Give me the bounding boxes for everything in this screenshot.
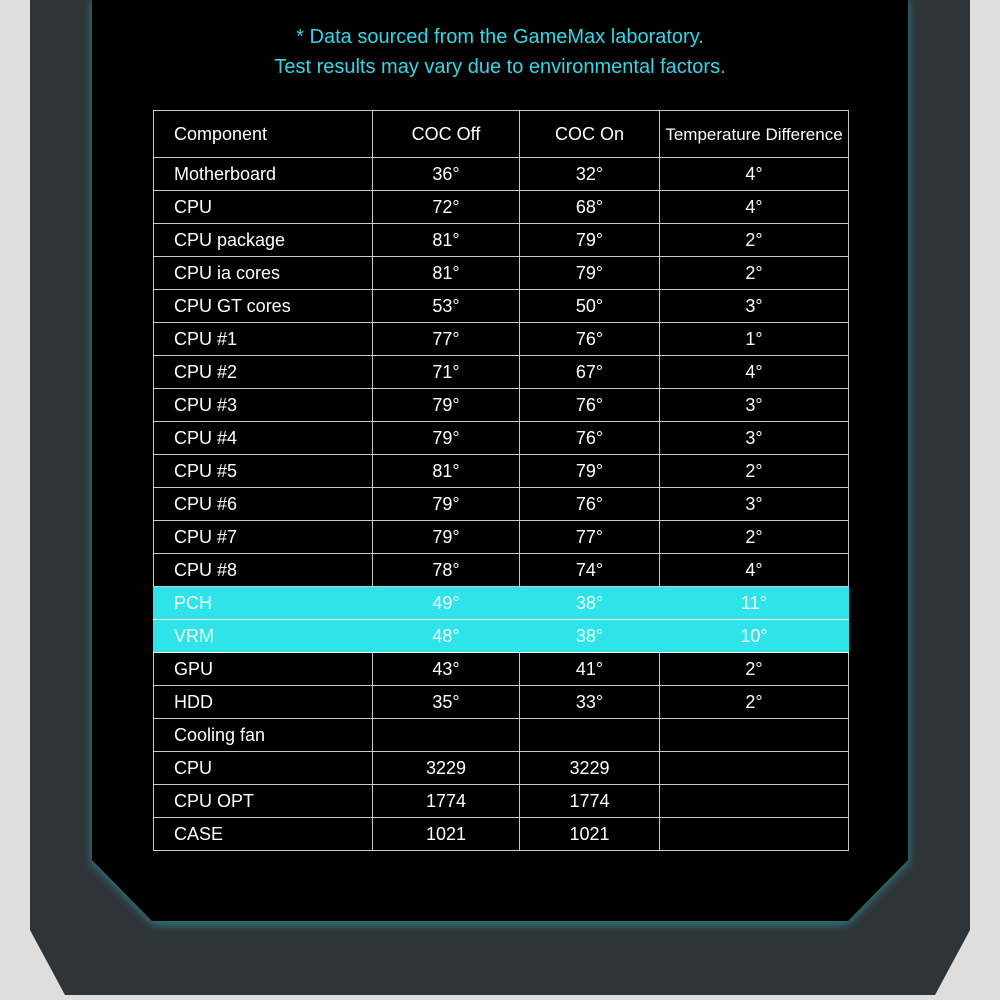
cell-component: CPU #7 xyxy=(154,521,373,554)
cell-temperature-difference: 4° xyxy=(660,191,849,224)
table-row xyxy=(154,752,849,785)
cell-coc-off: 81° xyxy=(373,455,520,488)
cell-coc-off: 77° xyxy=(373,323,520,356)
table-row xyxy=(154,455,849,488)
cell-component: PCH xyxy=(154,587,373,620)
cell-temperature-difference: 2° xyxy=(660,455,849,488)
note-line-2: Test results may vary due to environmental factors. xyxy=(274,56,726,78)
cell-temperature-difference: 2° xyxy=(660,224,849,257)
cell-temperature-difference: 2° xyxy=(660,653,849,686)
table-header-row xyxy=(154,111,849,158)
cell-temperature-difference: 4° xyxy=(660,158,849,191)
cell-coc-on: 32° xyxy=(520,158,660,191)
cell-coc-on: 76° xyxy=(520,389,660,422)
cell-component: CPU OPT xyxy=(154,785,373,818)
cell-component: CPU package xyxy=(154,224,373,257)
cell-coc-off: 78° xyxy=(373,554,520,587)
cell-coc-on: 76° xyxy=(520,488,660,521)
table-row xyxy=(154,620,849,653)
table-row xyxy=(154,818,849,851)
cell-coc-on: 3229 xyxy=(520,752,660,785)
cell-coc-on: 1774 xyxy=(520,785,660,818)
header-temperature-difference: Temperature Difference xyxy=(660,111,849,158)
table-row xyxy=(154,785,849,818)
note-line-1: * Data sourced from the GameMax laboratory. xyxy=(296,26,704,48)
data-source-note xyxy=(0,22,1000,82)
cell-component: VRM xyxy=(154,620,373,653)
cell-coc-off: 79° xyxy=(373,488,520,521)
cell-coc-on: 76° xyxy=(520,422,660,455)
cell-temperature-difference: 3° xyxy=(660,389,849,422)
table-row xyxy=(154,389,849,422)
cell-component: CPU #8 xyxy=(154,554,373,587)
cell-temperature-difference: 2° xyxy=(660,257,849,290)
cell-coc-off: 36° xyxy=(373,158,520,191)
cell-component: GPU xyxy=(154,653,373,686)
cell-component: CPU #4 xyxy=(154,422,373,455)
table-row xyxy=(154,488,849,521)
cell-coc-off: 49° xyxy=(373,587,520,620)
cell-coc-on: 38° xyxy=(520,587,660,620)
cell-temperature-difference: 3° xyxy=(660,488,849,521)
cell-coc-off: 1021 xyxy=(373,818,520,851)
cell-coc-on: 68° xyxy=(520,191,660,224)
cell-component: CPU #2 xyxy=(154,356,373,389)
cell-component: CPU xyxy=(154,752,373,785)
cell-temperature-difference: 1° xyxy=(660,323,849,356)
cell-coc-on: 50° xyxy=(520,290,660,323)
table-row xyxy=(154,323,849,356)
cell-temperature-difference: 2° xyxy=(660,686,849,719)
temperature-table xyxy=(153,110,849,851)
cell-component: CPU xyxy=(154,191,373,224)
cell-temperature-difference: 4° xyxy=(660,356,849,389)
table-row xyxy=(154,257,849,290)
cell-coc-off: 35° xyxy=(373,686,520,719)
cell-temperature-difference: 10° xyxy=(660,620,849,653)
cell-coc-off xyxy=(373,719,520,752)
cell-coc-on: 79° xyxy=(520,257,660,290)
cell-coc-off: 48° xyxy=(373,620,520,653)
cell-coc-on: 38° xyxy=(520,620,660,653)
cell-coc-off: 71° xyxy=(373,356,520,389)
cell-coc-off: 81° xyxy=(373,257,520,290)
table-row xyxy=(154,554,849,587)
table-body xyxy=(154,158,849,851)
cell-coc-off: 79° xyxy=(373,422,520,455)
cell-temperature-difference xyxy=(660,752,849,785)
table-row xyxy=(154,290,849,323)
cell-coc-off: 79° xyxy=(373,521,520,554)
header-coc-on: COC On xyxy=(520,111,660,158)
table-row xyxy=(154,521,849,554)
cell-temperature-difference xyxy=(660,719,849,752)
cell-coc-on: 79° xyxy=(520,455,660,488)
table-row xyxy=(154,224,849,257)
cell-temperature-difference: 3° xyxy=(660,290,849,323)
cell-temperature-difference xyxy=(660,785,849,818)
cell-coc-on: 74° xyxy=(520,554,660,587)
cell-component: HDD xyxy=(154,686,373,719)
cell-coc-on: 79° xyxy=(520,224,660,257)
cell-component: CPU GT cores xyxy=(154,290,373,323)
cell-coc-on: 33° xyxy=(520,686,660,719)
table-row xyxy=(154,653,849,686)
table-row xyxy=(154,587,849,620)
cell-temperature-difference: 2° xyxy=(660,521,849,554)
table-row xyxy=(154,719,849,752)
table-row xyxy=(154,356,849,389)
table-row xyxy=(154,422,849,455)
cell-coc-off: 3229 xyxy=(373,752,520,785)
cell-coc-off: 79° xyxy=(373,389,520,422)
cell-component: CPU #1 xyxy=(154,323,373,356)
cell-coc-on: 76° xyxy=(520,323,660,356)
cell-coc-on: 77° xyxy=(520,521,660,554)
cell-coc-off: 43° xyxy=(373,653,520,686)
cell-temperature-difference: 11° xyxy=(660,587,849,620)
table-row xyxy=(154,191,849,224)
header-coc-off: COC Off xyxy=(373,111,520,158)
cell-component: Cooling fan xyxy=(154,719,373,752)
table-row xyxy=(154,686,849,719)
cell-coc-on: 1021 xyxy=(520,818,660,851)
cell-coc-on: 41° xyxy=(520,653,660,686)
cell-coc-on: 67° xyxy=(520,356,660,389)
table-row xyxy=(154,158,849,191)
cell-temperature-difference: 4° xyxy=(660,554,849,587)
cell-component: Motherboard xyxy=(154,158,373,191)
cell-component: CPU #5 xyxy=(154,455,373,488)
cell-coc-off: 81° xyxy=(373,224,520,257)
cell-coc-off: 53° xyxy=(373,290,520,323)
cell-coc-off: 72° xyxy=(373,191,520,224)
cell-coc-on xyxy=(520,719,660,752)
header-component: Component xyxy=(154,111,373,158)
cell-coc-off: 1774 xyxy=(373,785,520,818)
cell-component: CASE xyxy=(154,818,373,851)
cell-temperature-difference: 3° xyxy=(660,422,849,455)
cell-component: CPU ia cores xyxy=(154,257,373,290)
cell-temperature-difference xyxy=(660,818,849,851)
cell-component: CPU #3 xyxy=(154,389,373,422)
cell-component: CPU #6 xyxy=(154,488,373,521)
